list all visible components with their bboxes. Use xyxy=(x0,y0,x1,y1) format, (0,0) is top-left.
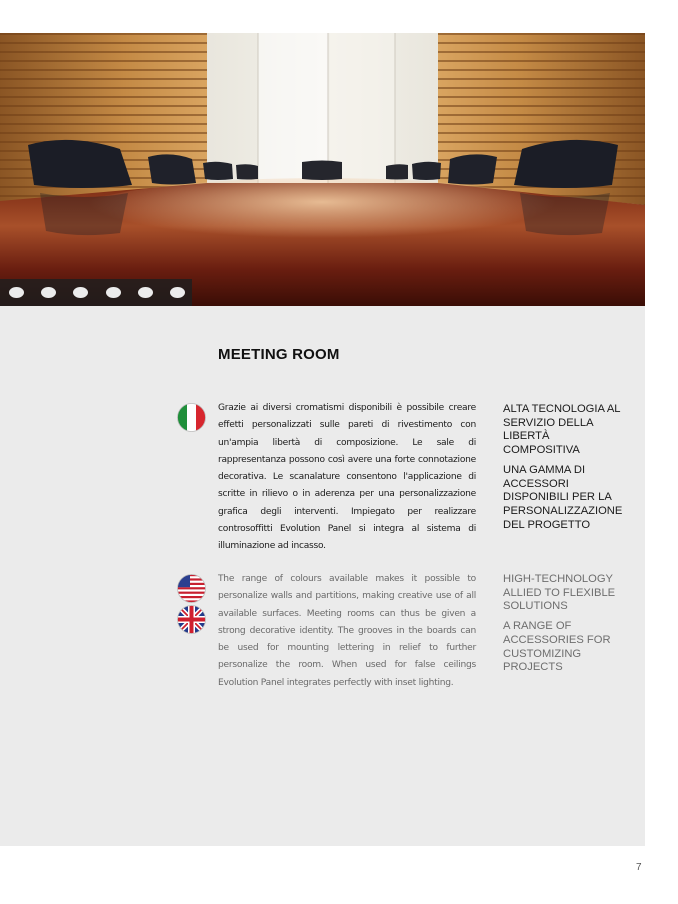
page-title: MEETING ROOM xyxy=(218,346,340,363)
english-highlights xyxy=(503,573,628,681)
english-description: The range of colours available makes it possible to personalize walls and partitions, making creative use of all available surfaces. Meeting rooms can thus be given a strong decorative identity. The grooves in the boards can be used for mounting lettering in relief to further personalize the room. When used for false ceilings Evolution Panel integrates perfectly with inset lighting. xyxy=(218,574,476,688)
usa-flag-icon xyxy=(177,574,206,603)
meeting-room-photo xyxy=(0,33,645,306)
highlight-item: A RANGE OF ACCESSORIES FOR CUSTOMIZING PROJECTS xyxy=(503,620,611,674)
highlight-item: UNA GAMMA DI ACCESSORI DISPONIBILI PER LA PERSONALIZZAZIONE DEL PROGETTO xyxy=(503,463,623,531)
page-number: 7 xyxy=(636,862,642,873)
highlight-item: HIGH-TECHNOLOGY ALLIED TO FLEXIBLE SOLUTIONS xyxy=(503,573,616,613)
slideshow-nav xyxy=(0,279,192,306)
slide-dot-2[interactable] xyxy=(41,287,56,298)
highlight-item: ALTA TECNOLOGIA AL SERVIZIO DELLA LIBERTÀ COMPOSITIVA xyxy=(503,403,621,457)
slide-dot-1[interactable] xyxy=(9,287,24,298)
italian-highlights xyxy=(503,403,628,538)
italian-description: Grazie ai diversi cromatismi disponibili è possibile creare effetti personalizzati sulle pareti di rivestimento con un'ampia libertà di composizione. Le sale di rappresentanza possono così avere una forte connotazione decorativa. Le scanalature consentono l'applicazione di scritte in rilievo o in aderenza per una personalizzazione grafica degli interventi. Impiegato per realizzare controsoffitti Evolution Panel si integra al sistema di illuminazione ad incasso. xyxy=(218,403,476,552)
slide-dot-5[interactable] xyxy=(138,287,153,298)
hero-image xyxy=(0,33,645,306)
slide-dot-6[interactable] xyxy=(170,287,185,298)
italy-flag-icon xyxy=(177,403,206,432)
slide-dot-3[interactable] xyxy=(73,287,88,298)
uk-flag-icon xyxy=(177,605,206,634)
slide-dot-4[interactable] xyxy=(106,287,121,298)
